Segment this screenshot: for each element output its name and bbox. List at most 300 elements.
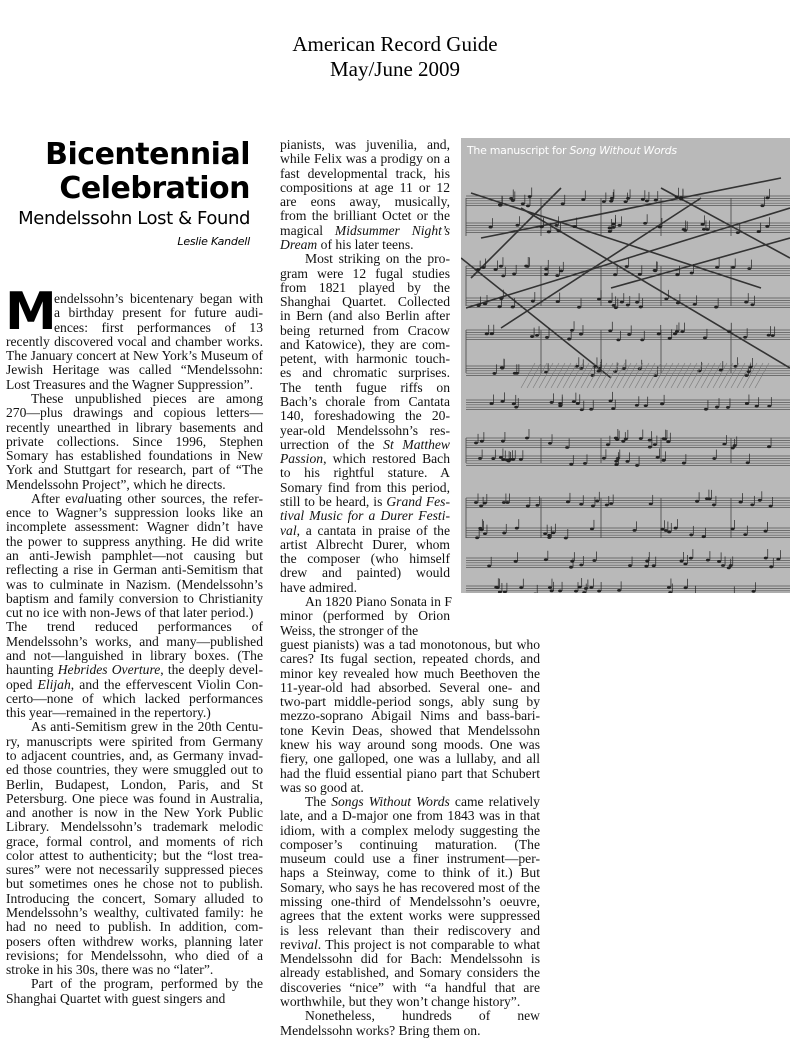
note-head [526,505,530,508]
note-head [480,440,484,443]
note-head [667,531,671,534]
note-head [662,459,666,462]
text-line: Dream of his later teens. [280,236,414,252]
text-line: compositions at age 11 or 12 [280,179,450,195]
note-head [625,265,629,268]
note-head [640,338,644,341]
note-head [736,231,740,234]
note-head [502,532,506,535]
note-head [618,224,622,227]
text-line: was to culminate in Nazism. (Mendelssohn’s [6,576,263,592]
note-head [750,303,754,306]
note-head [627,333,631,336]
text-line: and another is now in the New York Public [6,805,263,821]
text-line: 270—plus drawings and copious letters— [6,405,263,421]
note-head [608,329,612,332]
note-head [776,558,780,561]
text-line: 11-year-old had absorbed. Several one- and [280,679,540,695]
text-line: Part of the program, performed by the [31,976,263,992]
note-head [621,440,625,443]
note-head [639,306,643,309]
note-head [648,446,652,449]
note-head [540,226,544,229]
note-head [746,461,750,464]
note-head [583,462,587,465]
text-line: gram were 12 fugal studies [280,265,450,281]
note-head [628,564,632,567]
text-line: sures” were not necessarily suppressed pieces [6,862,263,878]
note-head [667,586,671,589]
note-head [515,527,519,530]
note-head [712,457,716,460]
text-line: haps a Steinway, come to think of it.) But [280,865,540,881]
note-head [577,306,581,309]
note-head [652,564,656,567]
text-line: ry, manuscripts were spirited from Germany [6,733,263,749]
note-head [653,269,657,272]
note-head [733,444,737,447]
note-head [574,590,578,593]
text-line: recently discovered vocal and chamber works. [6,333,263,349]
text-line: minor (performed by Orion [280,608,450,624]
note-head [614,460,618,463]
note-head [530,335,534,338]
text-line: tival Music for a Durer Festi- [280,508,450,524]
text-line: but sometimes ones he chose not to publish. [6,876,263,892]
note-head [507,460,511,463]
text-line: These unpublished pieces are among [31,390,263,406]
note-head [597,298,601,301]
note-head [608,230,612,233]
note-head [664,297,668,300]
text-line: An 1820 Piano Sonata in F [305,593,452,609]
article-subtitle: Mendelssohn Lost & Found [18,208,250,229]
note-head [501,275,505,278]
note-head [769,505,773,508]
note-head [489,226,493,229]
text-line: baptism and family conversion to Christianity [6,590,263,606]
note-head [635,404,639,407]
note-head [682,462,686,465]
note-head [555,224,559,227]
text-line: Bach’s chorale from Cantata [280,394,450,410]
text-line: Mendelssohn’s works, and many—published [6,633,263,649]
note-head [547,534,551,537]
note-head [702,535,706,538]
note-head [626,197,630,200]
text-line: posers often withdrew works, planning later [6,933,263,949]
text-line: a birthday present for future audi- [54,305,263,321]
note-head [712,504,716,507]
note-head [747,267,751,270]
note-head [544,268,548,271]
note-head [478,457,482,460]
text-line: As anti-Semitism grew in the 20th Centu- [31,719,263,735]
text-line: mezzo-soprano Abigail Nims and bass-bari- [280,708,540,724]
note-head [610,197,614,200]
manuscript-figure [461,138,790,593]
note-head [645,560,649,563]
article-title-line1: Bicentennial [45,137,250,172]
text-line: Shanghai Quartet. Collected [280,294,450,310]
note-head [500,367,504,370]
text-line: to adjacent countries, and, as Germany invad- [6,747,263,763]
note-head [745,402,749,405]
text-line: recently unearthed in library basements and [6,419,263,435]
text-line: Nonetheless, hundreds of new [305,1008,540,1024]
note-head [731,266,735,269]
note-head [616,339,620,342]
note-head [547,230,551,233]
note-head [743,533,747,536]
text-line: oped Elijah, and the effervescent Violin Con- [6,676,264,692]
note-head [739,501,743,504]
note-head [662,437,666,440]
note-head [602,457,606,460]
text-line: stroke in his 30s, there was no “later”. [6,962,214,978]
note-head [605,504,609,507]
note-head [641,198,645,201]
text-line: worthwhile, but they won’t change history”. [280,994,521,1009]
note-head [643,222,647,225]
article-title-line2: Celebration [59,171,250,206]
note-head [579,333,583,336]
note-head [654,199,658,202]
note-head [569,566,573,569]
note-head [764,557,768,560]
note-head [590,528,594,531]
note-head [477,304,481,307]
note-head [572,400,576,403]
text-line: petent, with harmonic touch- [280,351,450,367]
note-head [690,272,694,275]
note-head [545,336,549,339]
note-head [558,404,562,407]
text-line: fast developmental track, his [280,165,450,181]
note-head [550,589,554,592]
text-line: the composer (who himself [280,551,450,567]
text-line: 140, foreshadowing the 20- [280,408,450,424]
note-head [499,297,503,300]
text-line: have admired. [280,579,357,595]
note-head [609,200,613,203]
note-head [752,590,756,593]
note-head [645,199,649,202]
note-head [544,558,548,561]
note-head [715,406,719,409]
note-head [664,529,668,532]
note-head [614,306,618,309]
note-head [744,374,748,377]
text-line: color attest to authenticity; but the “lost trea- [6,847,263,863]
note-head [521,202,525,205]
note-head [624,438,628,441]
text-line: fiery, one galloped, one was a lullaby, and all [280,751,540,767]
text-line: agrees that the extent works were suppressed [280,908,540,924]
figure-caption-title: Song Without Words [569,144,677,157]
text-line: museum could use a finer instrument—per- [280,851,540,867]
note-head [653,443,657,446]
note-head [515,224,519,227]
note-head [769,566,773,569]
note-head [550,401,554,404]
note-head [612,304,616,307]
note-head [729,564,733,567]
note-head [675,273,679,276]
note-head [608,227,612,230]
note-head [658,226,662,229]
note-head [617,589,621,592]
text-line: Most striking on the pro- [305,251,450,267]
note-head [648,439,652,442]
note-head [649,503,653,506]
note-head [515,372,519,375]
note-head [494,586,498,589]
note-head [679,197,683,200]
note-head [625,460,629,463]
note-head [501,440,505,443]
note-head [666,440,670,443]
text-line: from 1821 played by the [280,279,450,295]
note-head [555,274,559,277]
note-head [765,196,769,199]
text-line: late, and a D-major one from 1843 was in that [280,808,540,824]
note-head [660,402,664,405]
note-head [592,559,596,562]
text-line: Weiss, the stronger of the [280,622,419,638]
note-head [722,443,726,446]
note-head [689,557,693,560]
note-head [526,204,530,207]
note-head [511,306,515,309]
note-head [512,403,516,406]
note-head [758,499,762,502]
note-head [708,497,712,500]
text-line: to his rightful stature. A [280,465,450,481]
note-head [660,528,664,531]
text-line: the power to suppress anything. He did write [6,533,263,549]
text-line: incomplete assessment: Wagner didn’t have [6,519,263,535]
text-line: reflecting a rise in German anti-Semitism that [6,562,263,578]
note-head [609,502,613,505]
note-head [717,560,721,563]
text-line: Mendelssohn works? Bring them on. [280,1022,481,1038]
note-head [476,268,480,271]
note-head [548,442,552,445]
note-head [614,437,618,440]
text-line: Jewish Heritage was called “Mendelssohn: [6,362,263,378]
note-head [624,200,628,203]
note-head [620,301,624,304]
text-line: had no need to publish. In addition, com- [6,919,263,935]
text-line: Somary find from this period, [280,479,450,495]
note-head [750,504,754,507]
text-line: two-part middle-period songs, ably sung by [280,694,540,710]
note-head [531,300,535,303]
note-head [767,334,771,337]
note-head [706,559,710,562]
note-head [684,586,688,589]
text-line: ed those countries, they were smuggled out to [6,762,263,778]
text-line: private collections. Since 1996, Stephen [6,433,263,449]
text-line: endelssohn’s bicentenary began with [54,291,263,306]
text-line: still to be heard, is Grand Fes- [280,494,450,509]
note-head [566,500,570,503]
note-head [570,329,574,332]
note-head [639,437,643,440]
note-head [580,408,584,411]
text-line: drew and painted) would [280,565,450,581]
note-head [765,225,769,228]
text-line: was so good at. [280,779,364,795]
text-line: York and Stuttgart for research, part of “The [6,462,263,478]
text-line: Passion, which restored Bach [280,451,450,467]
note-head [561,202,565,205]
text-line: es and chromatic surprises. [280,365,450,381]
note-head [501,400,505,403]
manuscript-image [461,138,790,593]
text-line: certo—none of which lacked performances [6,690,263,706]
note-head [614,463,618,466]
note-head [490,332,494,335]
note-head [535,334,539,337]
text-line: ences: first performances of 13 [54,319,263,335]
note-head [479,504,483,507]
text-line: magical Midsummer Night’s [280,222,450,238]
note-head [525,437,529,440]
drop-cap: M [5,282,57,342]
note-head [512,273,516,276]
note-head [474,501,478,504]
note-head [579,564,583,567]
note-head [727,566,731,569]
note-head [680,330,684,333]
note-head [714,306,718,309]
note-head [611,226,615,229]
note-head [576,402,580,405]
text-line: Shanghai Quartet with guest singers and [6,990,226,1006]
note-head [573,225,577,228]
text-line: The Songs Without Words came relatively [305,794,540,810]
note-head [474,441,478,444]
note-head [551,531,555,534]
figure-caption [467,144,677,157]
note-head [514,560,518,563]
note-head [701,223,705,226]
note-head [567,338,571,341]
text-line: Somary has established foundations in New [6,448,263,464]
text-line: Somary, who says he has recovered most of the [280,879,540,895]
note-head [613,273,617,276]
text-line: pianists, was juvenilia, and, [280,137,450,152]
note-head [689,534,693,537]
text-line: The trend reduced performances of [6,619,263,635]
note-head [559,269,563,272]
note-head [727,330,731,333]
note-head [721,564,725,567]
note-head [693,303,697,306]
note-head [556,229,560,232]
note-head [570,560,574,563]
note-head [730,528,734,531]
note-head [481,266,485,269]
text-line: val, a cantata in praise of the [280,522,450,538]
text-line: haunting Hebrides Overture, the deeply devel- [6,662,263,678]
note-head [635,464,639,467]
author-byline: Leslie Kandell [177,235,250,248]
note-head [683,229,687,232]
text-line: and Katowice), they are com- [280,336,450,352]
note-head [478,527,482,530]
note-head [673,333,677,336]
note-head [616,457,620,460]
note-head [638,273,642,276]
note-head [498,305,502,308]
text-line: is less relevant than their rediscovery and [280,922,540,938]
note-head [744,301,748,304]
text-line: Petersburg. One piece was found in Australia, [6,790,263,806]
note-head [676,302,680,305]
note-head [767,445,771,448]
note-head [611,407,615,410]
text-line: minor key revealed how much Beethoven the [280,665,540,681]
note-head [675,330,679,333]
note-head [511,199,515,202]
note-head [595,499,599,502]
note-head [726,406,730,409]
note-head [483,303,487,306]
note-head [764,530,768,533]
text-line: this year—remained in the repertory.) [6,705,211,721]
text-line: Lost Treasures and the Wagner Suppression”. [6,376,254,392]
text-line: The January concert at New York’s Museum of [6,348,263,364]
note-head [564,537,568,540]
note-head [657,333,661,336]
note-head [492,372,496,375]
text-line: Mendelssohn Project”, which he directs. [6,476,226,492]
note-head [704,408,708,411]
note-head [558,589,562,592]
note-head [760,204,764,207]
note-head [635,301,639,304]
text-line: Library. Mendelssohn’s trademark melodic [6,819,263,835]
note-head [602,200,606,203]
note-head [656,456,660,459]
note-head [715,266,719,269]
note-head [644,404,648,407]
note-head [771,334,775,337]
note-head [548,586,552,589]
note-head [491,457,495,460]
publication-name: American Record Guide [292,32,498,56]
text-line: are eons away, musically, [280,194,450,210]
text-line: Berlin, Budapest, London, Paris, and St [6,776,263,792]
note-head [556,300,560,303]
note-head [589,408,593,411]
note-head [524,265,528,268]
note-head [535,504,539,507]
note-head [581,198,585,201]
text-line: from the brilliant Octet or the [280,208,450,224]
note-head [743,336,747,339]
note-head [702,228,706,231]
note-head [475,536,479,539]
text-line: guest pianists) was a tad monotonous, but who [280,637,540,652]
text-line: knew his way around song moods. One was [280,736,540,752]
note-head [591,505,595,508]
note-head [483,532,487,535]
note-head [544,273,548,276]
